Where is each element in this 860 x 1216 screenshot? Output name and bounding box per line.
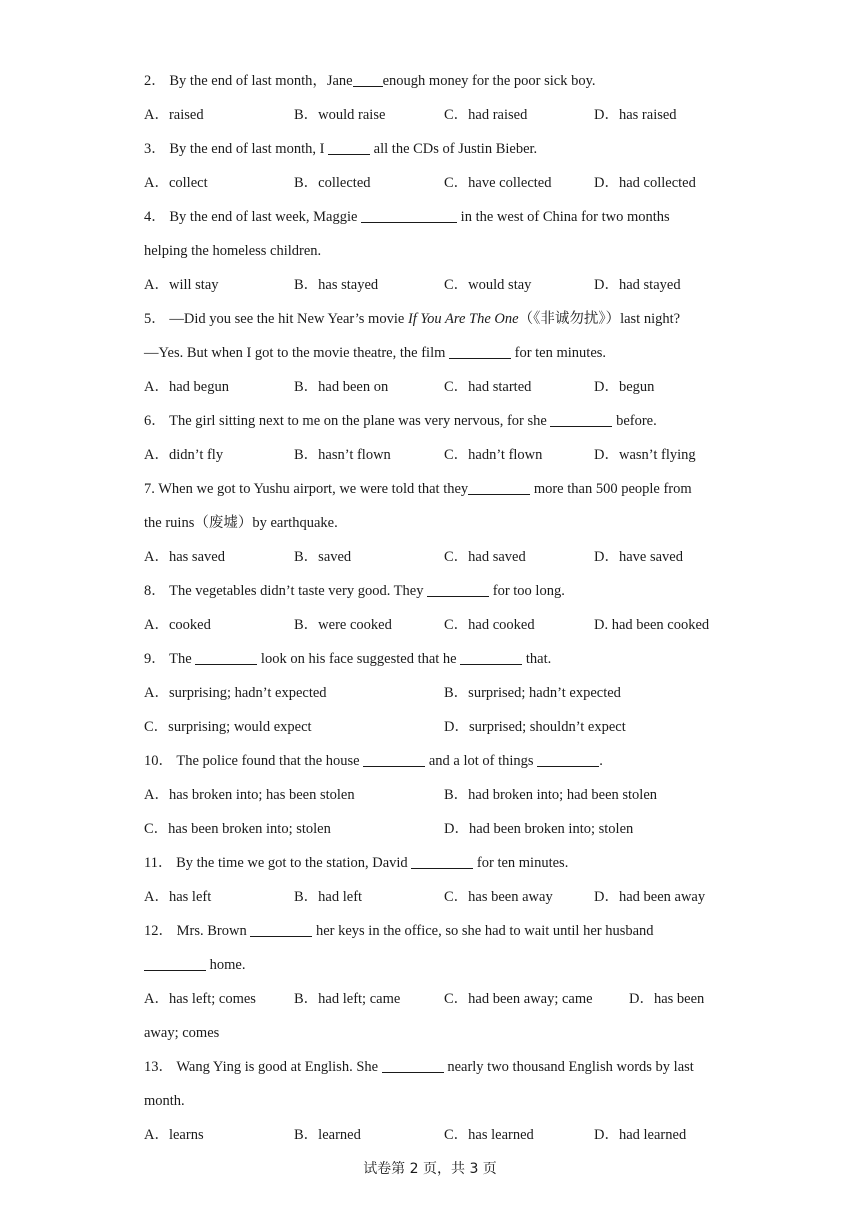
question-number: 12． xyxy=(144,923,173,939)
option-a: A．has left xyxy=(144,889,212,905)
answer-blank xyxy=(328,138,370,155)
option-d: D．had stayed xyxy=(594,277,681,293)
question-number: 3． xyxy=(144,141,166,157)
question-text: for ten minutes. xyxy=(476,855,569,871)
option-d-continued: away; comes xyxy=(144,1025,220,1041)
question-7-stem-cont xyxy=(144,506,744,540)
question-13-stem xyxy=(144,1050,744,1084)
option-b: B．would raise xyxy=(294,107,386,123)
question-text: The police found that the house xyxy=(176,753,360,769)
question-text: By the end of last month，Jane xyxy=(169,73,353,89)
option-b: B．were cooked xyxy=(294,617,392,633)
option-d: D．had learned xyxy=(594,1127,687,1143)
question-text: enough money for the poor sick boy. xyxy=(382,73,596,89)
question-4-stem xyxy=(144,200,744,234)
option-d: D．has raised xyxy=(594,107,677,123)
question-text: Wang Ying is good at English. She xyxy=(176,1059,379,1075)
question-7-stem xyxy=(144,472,744,506)
question-11-options xyxy=(144,880,744,914)
question-6-options xyxy=(144,438,744,472)
option-d: D．had collected xyxy=(594,175,696,191)
option-c: C．had raised xyxy=(444,107,528,123)
option-c: C．had saved xyxy=(444,549,526,565)
question-3-stem xyxy=(144,132,744,166)
question-12-option-wrap xyxy=(144,1016,744,1050)
option-b: B．collected xyxy=(294,175,371,191)
answer-blank xyxy=(353,70,383,87)
question-text: —Did you see the hit New Year’s movie xyxy=(169,311,405,327)
question-text: The vegetables didn’t taste very good. They xyxy=(169,583,424,599)
question-10-options-row2 xyxy=(144,812,744,846)
question-10-stem xyxy=(144,744,744,778)
question-number: 2． xyxy=(144,73,166,89)
option-b: B．had been on xyxy=(294,379,389,395)
option-a: A．has left; comes xyxy=(144,991,256,1007)
question-text: The xyxy=(169,651,192,667)
question-number: 10． xyxy=(144,753,173,769)
question-text: helping the homeless children. xyxy=(144,243,322,259)
question-text: the ruins（废墟）by earthquake. xyxy=(144,515,338,531)
answer-blank xyxy=(427,580,489,597)
option-d: D．begun xyxy=(594,379,655,395)
answer-blank xyxy=(195,648,257,665)
question-6-stem xyxy=(144,404,744,438)
question-number: 5． xyxy=(144,311,166,327)
question-2-stem xyxy=(144,64,744,98)
answer-blank xyxy=(411,852,473,869)
question-text: in the west of China for two months xyxy=(460,209,670,225)
question-text: The girl sitting next to me on the plane was very nervous, for she xyxy=(169,413,547,429)
option-d: D．had been broken into; stolen xyxy=(444,821,634,837)
question-number: 6． xyxy=(144,413,166,429)
question-5-options xyxy=(144,370,744,404)
option-a: A．has saved xyxy=(144,549,225,565)
question-text: look on his face suggested that he xyxy=(260,651,457,667)
option-a: A．surprising; hadn’t expected xyxy=(144,685,327,701)
option-c: C．surprising; would expect xyxy=(144,719,312,735)
option-c: C．has been broken into; stolen xyxy=(144,821,331,837)
answer-blank xyxy=(468,478,530,495)
option-b: B．had left xyxy=(294,889,363,905)
question-text: —Yes. But when I got to the movie theatre, the film xyxy=(144,345,446,361)
option-c: C．hadn’t flown xyxy=(444,447,543,463)
option-c: C．would stay xyxy=(444,277,532,293)
question-3-options xyxy=(144,166,744,200)
question-text: By the end of last month, I xyxy=(169,141,325,157)
option-b: B．has stayed xyxy=(294,277,379,293)
option-c: C．has been away xyxy=(444,889,553,905)
question-text: for ten minutes. xyxy=(514,345,607,361)
option-b: B．had left; came xyxy=(294,991,401,1007)
question-text: that. xyxy=(525,651,552,667)
option-b: B．saved xyxy=(294,549,352,565)
answer-blank xyxy=(363,750,425,767)
option-a: A．will stay xyxy=(144,277,219,293)
question-number: 8． xyxy=(144,583,166,599)
question-4-options xyxy=(144,268,744,302)
question-text: （《非诚勿扰》）last night? xyxy=(518,311,681,327)
option-c: C．had been away; came xyxy=(444,991,593,1007)
option-b: B．had broken into; had been stolen xyxy=(444,787,658,803)
answer-blank xyxy=(361,206,457,223)
question-text: By the time we got to the station, David xyxy=(176,855,408,871)
answer-blank xyxy=(449,342,511,359)
question-9-options-row1 xyxy=(144,676,744,710)
movie-title: If You Are The One xyxy=(407,311,519,327)
question-number: 13． xyxy=(144,1059,173,1075)
page-footer: 试卷第 2 页，共 3 页 xyxy=(363,1161,497,1177)
question-4-stem-cont xyxy=(144,234,744,268)
option-d: D．had been away xyxy=(594,889,706,905)
question-number: 11． xyxy=(144,855,173,871)
answer-blank xyxy=(144,954,206,971)
question-7-options xyxy=(144,540,744,574)
question-12-stem-cont xyxy=(144,948,744,982)
question-text: before. xyxy=(616,413,657,429)
answer-blank xyxy=(460,648,522,665)
option-d: D. had been cooked xyxy=(594,617,710,633)
question-5-stem xyxy=(144,302,744,336)
question-text: When we got to Yushu airport, we were told that they xyxy=(158,481,469,497)
question-2-options xyxy=(144,98,744,132)
option-b: B．hasn’t flown xyxy=(294,447,391,463)
question-9-options-row2 xyxy=(144,710,744,744)
question-number: 9． xyxy=(144,651,166,667)
question-number: 4． xyxy=(144,209,166,225)
question-10-options-row1 xyxy=(144,778,744,812)
question-text: all the CDs of Justin Bieber. xyxy=(373,141,538,157)
question-12-options xyxy=(144,982,744,1016)
option-c: C．has learned xyxy=(444,1127,534,1143)
option-d: D．surprised; shouldn’t expect xyxy=(444,719,626,735)
question-text: . xyxy=(599,753,603,769)
question-text: and a lot of things xyxy=(428,753,534,769)
option-c: C．have collected xyxy=(444,175,552,191)
option-a: A．learns xyxy=(144,1127,204,1143)
question-text: month. xyxy=(144,1093,185,1109)
answer-blank xyxy=(537,750,599,767)
option-a: A．had begun xyxy=(144,379,229,395)
option-b: B．learned xyxy=(294,1127,361,1143)
question-number: 7. xyxy=(144,481,155,497)
question-9-stem xyxy=(144,642,744,676)
question-8-stem xyxy=(144,574,744,608)
question-13-options xyxy=(144,1118,744,1152)
option-a: A．collect xyxy=(144,175,208,191)
question-13-stem-cont xyxy=(144,1084,744,1118)
option-a: A．has broken into; has been stolen xyxy=(144,787,355,803)
question-11-stem xyxy=(144,846,744,880)
option-b: B．surprised; hadn’t expected xyxy=(444,685,621,701)
option-a: A．raised xyxy=(144,107,204,123)
question-12-stem xyxy=(144,914,744,948)
option-a: A．didn’t fly xyxy=(144,447,224,463)
answer-blank xyxy=(550,410,612,427)
question-text: for too long. xyxy=(492,583,565,599)
option-a: A．cooked xyxy=(144,617,211,633)
question-5-stem-cont xyxy=(144,336,744,370)
question-text: By the end of last week, Maggie xyxy=(169,209,358,225)
question-text: home. xyxy=(209,957,246,973)
answer-blank xyxy=(250,920,312,937)
option-d: D．has been xyxy=(629,991,705,1007)
question-8-options xyxy=(144,608,744,642)
option-c: C．had started xyxy=(444,379,532,395)
option-c: C．had cooked xyxy=(444,617,535,633)
option-d: D．have saved xyxy=(594,549,683,565)
question-text: nearly two thousand English words by last xyxy=(447,1059,694,1075)
question-text: her keys in the office, so she had to wait until her husband xyxy=(315,923,654,939)
option-d: D．wasn’t flying xyxy=(594,447,696,463)
answer-blank xyxy=(382,1056,444,1073)
question-text: more than 500 people from xyxy=(533,481,692,497)
question-text: Mrs. Brown xyxy=(176,923,247,939)
exam-page xyxy=(144,64,744,1152)
